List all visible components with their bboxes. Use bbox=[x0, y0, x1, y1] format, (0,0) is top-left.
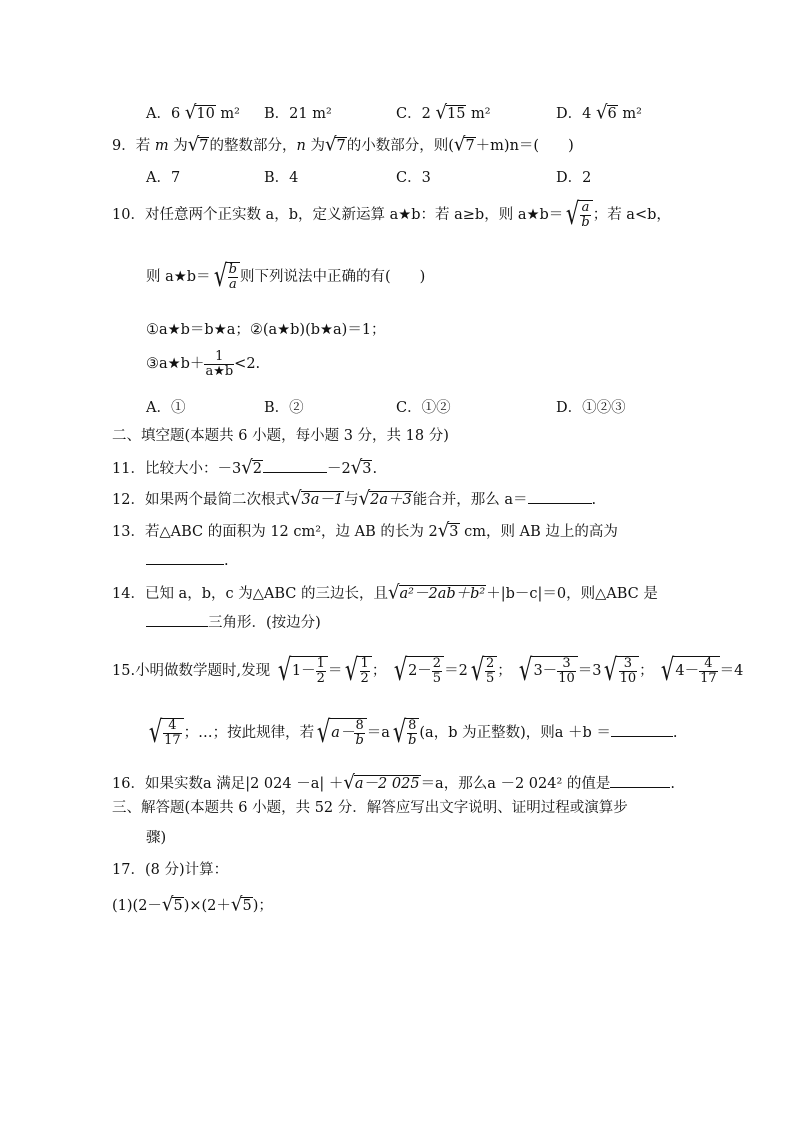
q9-option-d: D．2 bbox=[556, 170, 592, 186]
q10-option-c: C．①② bbox=[396, 400, 451, 416]
answer-blank bbox=[611, 724, 673, 737]
q8-option-a: A．6 √10 m² bbox=[146, 101, 240, 124]
question-15-line-1: 15.小明做数学题时,发现 √1－ $\frac{1}{2}$ ＝√ $\frac{1}{2}$ ； √2－ $\frac{2}{5}$ ＝2√ $\frac{2}{5}$ ； √3－ $\frac{3}{10}$ ＝3√ $\frac{3}{10}$ ； √4－ $\frac{4}{17}$ ＝4 bbox=[112, 653, 744, 688]
question-15-line-2: √ $\frac{4}{17}$ ；…；按此规律，若√a－ $\frac{8}{b}$ ＝a√ $\frac{8}{b}$ (a，b 为正整数)，则a ＋b ＝ . bbox=[148, 715, 678, 750]
question-16: 16．如果实数a 满足|2 024 －a| ＋√a－2 025＝a，那么a －2 024² 的值是 . bbox=[112, 771, 676, 794]
q8-option-c: C．2 √15 m² bbox=[396, 101, 491, 124]
answer-blank bbox=[146, 614, 208, 627]
answer-blank bbox=[263, 460, 327, 473]
section-3-heading: 三、解答题(本题共 6 小题，共 52 分．解答应写出文字说明、证明过程或演算步 bbox=[112, 800, 628, 816]
question-14-line-2: 三角形．(按边分) bbox=[146, 614, 321, 632]
q9-option-c: C．3 bbox=[396, 170, 431, 186]
question-14: 14．已知 a，b，c 为△ABC 的三边长，且√a²－2ab＋b²＋|b－c|＝0，则△ABC 是 bbox=[112, 581, 658, 604]
section-3-heading-cont: 骤) bbox=[146, 830, 167, 846]
question-17-part-1: (1)(2－√5)×(2＋√5)； bbox=[112, 893, 273, 916]
question-10-line-1: 10．对任意两个正实数 a，b，定义新运算 a★b：若 a≥b，则 a★b＝√ $\frac{a}{b}$ ；若 a<b， bbox=[112, 197, 671, 232]
q10-option-b: B．② bbox=[264, 400, 304, 416]
question-9: 9．若 m 为√7的整数部分，n 为√7的小数部分，则(√7＋m)n＝( ) bbox=[112, 133, 574, 156]
answer-blank bbox=[610, 775, 670, 788]
answer-blank bbox=[528, 491, 592, 504]
q10-option-a: A．① bbox=[146, 400, 186, 416]
question-12: 12．如果两个最简二次根式√3a－1与√2a＋3能合并，那么 a＝ . bbox=[112, 487, 597, 510]
answer-blank bbox=[146, 552, 224, 565]
q8-option-b: B．21 m² bbox=[264, 106, 332, 122]
q10-option-d: D．①②③ bbox=[556, 400, 626, 416]
question-10-statement-3: ③a★b＋ $\frac{1}{a★b}$ <2. bbox=[146, 349, 261, 379]
question-17: 17．(8 分)计算： bbox=[112, 862, 229, 878]
question-11: 11．比较大小：－3√2 －2√3. bbox=[112, 456, 378, 479]
q9-option-a: A．7 bbox=[146, 170, 181, 186]
q9-option-b: B．4 bbox=[264, 170, 299, 186]
question-13-answer: . bbox=[146, 552, 229, 570]
question-13: 13．若△ABC 的面积为 12 cm²，边 AB 的长为 2√3 cm，则 AB 边上的高为 bbox=[112, 519, 618, 542]
question-10-line-2: 则 a★b＝√ $\frac{b}{a}$ 则下列说法中正确的有( ) bbox=[146, 259, 426, 294]
q8-option-d: D．4 √6 m² bbox=[556, 101, 642, 124]
question-10-statements-1-2: ①a★b＝b★a；②(a★b)(b★a)＝1； bbox=[146, 322, 386, 338]
section-2-heading: 二、填空题(本题共 6 小题，每小题 3 分，共 18 分) bbox=[112, 428, 449, 444]
